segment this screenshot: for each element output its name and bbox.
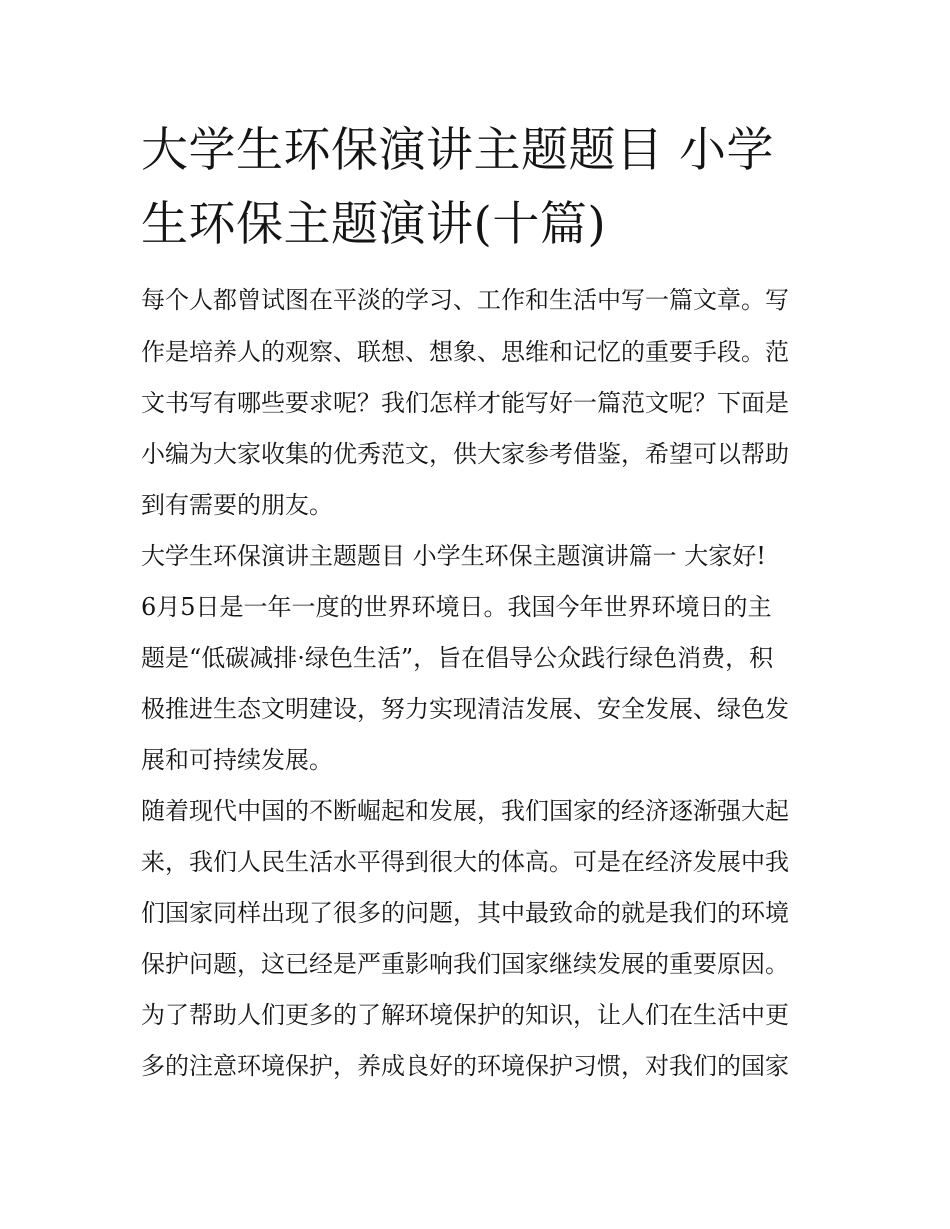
paragraph-line: 题是“低碳减排·绿色生活”，旨在倡导公众践行绿色消费，积 <box>141 644 774 672</box>
section-heading-line: 大学生环保演讲主题题目 小学生环保主题演讲篇一 大家好! <box>141 542 766 570</box>
title-line-1: 大学生环保演讲主题题目 小学 <box>141 123 774 178</box>
page-title <box>141 114 821 262</box>
paragraph-line: 极推进生态文明建设，努力实现清洁发展、安全发展、绿色发 <box>141 695 789 723</box>
paragraph-line: 小编为大家收集的优秀范文，供大家参考借鉴，希望可以帮助 <box>141 440 789 468</box>
paragraph-line: 文书写有哪些要求呢？我们怎样才能写好一篇范文呢？下面是 <box>141 389 789 417</box>
paragraph-line: 到有需要的朋友。 <box>141 491 333 519</box>
paragraph-line: 为了帮助人们更多的了解环境保护的知识，让人们在生活中更 <box>141 1001 789 1029</box>
paragraph-line: 保护问题，这已经是严重影响我们国家继续发展的重要原因。 <box>141 950 789 978</box>
paragraph-line: 随着现代中国的不断崛起和发展，我们国家的经济逐渐强大起 <box>141 797 789 825</box>
paragraph-line: 来，我们人民生活水平得到很大的体高。可是在经济发展中我 <box>141 848 789 876</box>
paragraph-line: 展和可持续发展。 <box>141 746 333 774</box>
paragraph-line: 们国家同样出现了很多的问题，其中最致命的就是我们的环境 <box>141 899 789 927</box>
paragraph-line: 作是培养人的观察、联想、想象、思维和记忆的重要手段。范 <box>141 338 789 366</box>
paragraph-line: 每个人都曾试图在平淡的学习、工作和生活中写一篇文章。写 <box>141 286 789 314</box>
title-line-2: 生环保主题演讲(十篇) <box>141 197 607 252</box>
paragraph-line: 多的注意环境保护，养成良好的环境保护习惯，对我们的国家 <box>141 1052 789 1080</box>
paragraph-line: 6月5日是一年一度的世界环境日。我国今年世界环境日的主 <box>141 593 772 621</box>
